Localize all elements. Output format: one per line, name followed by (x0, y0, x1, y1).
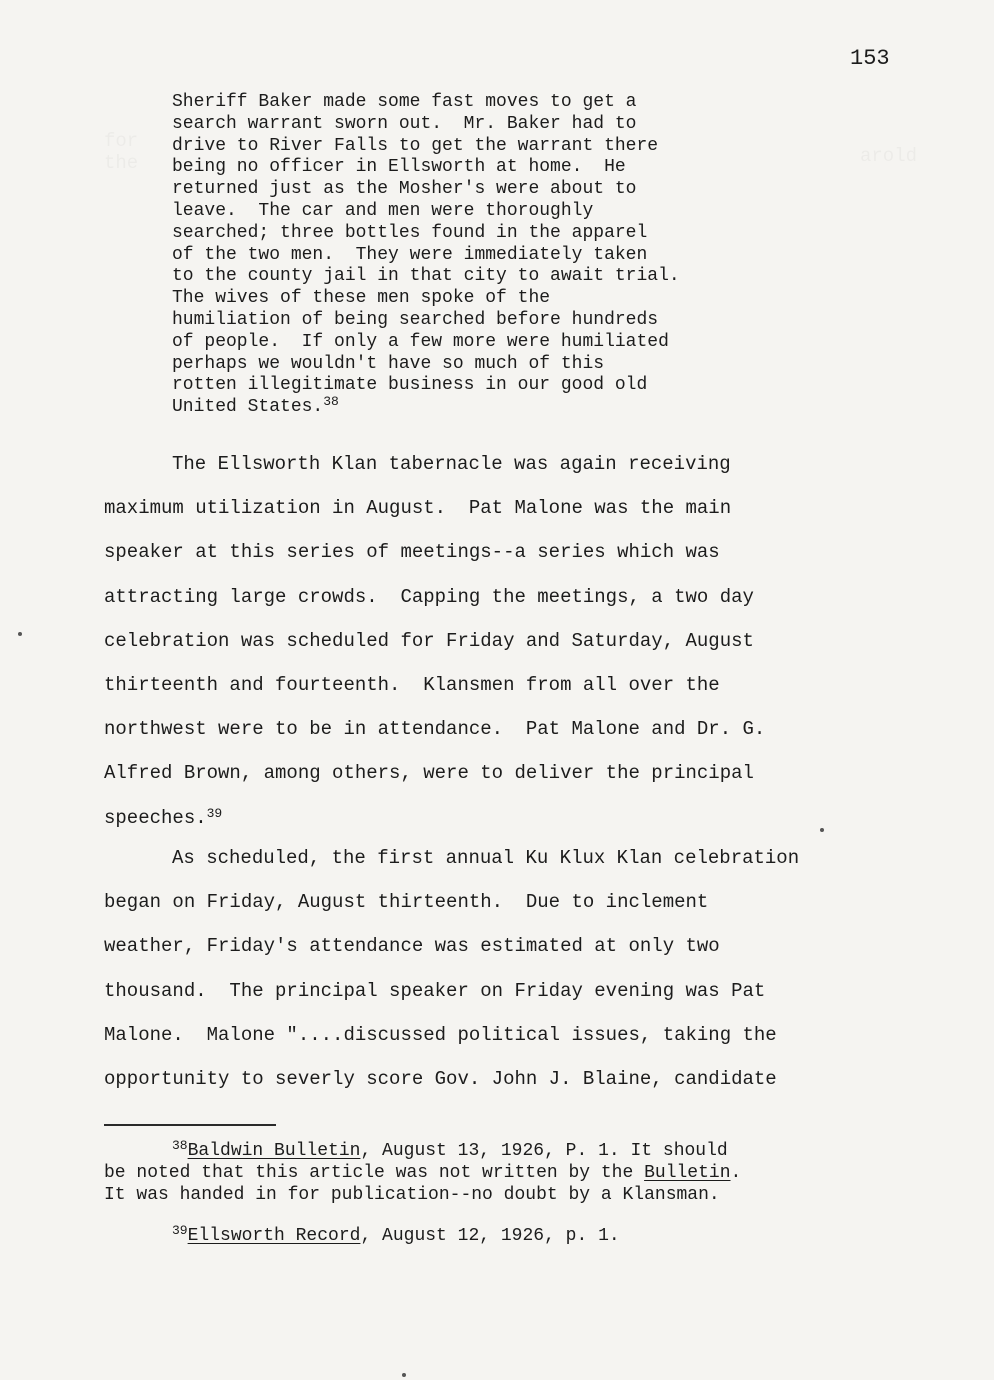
quote-line: search warrant sworn out. Mr. Baker had to (172, 113, 637, 134)
paragraph-line: Alfred Brown, among others, were to deliver the principal (104, 762, 754, 785)
paragraph-line: Malone. Malone "....discussed political issues, taking the (104, 1023, 777, 1046)
quote-line: of people. If only a few more were humiliated (172, 331, 669, 352)
footnote-marker-38: 38 (323, 394, 339, 410)
quote-line: drive to River Falls to get the warrant there (172, 135, 659, 156)
paragraph-line: weather, Friday's attendance was estimated at only two (104, 935, 720, 958)
margin-mark (402, 1373, 406, 1377)
footnote-38-bulletin: Bulletin (644, 1163, 731, 1183)
footnote-39-source: Ellsworth Record (187, 1226, 361, 1246)
paragraph-tabernacle (104, 442, 904, 840)
bleed-through-text (860, 145, 917, 167)
paragraph-line: The Ellsworth Klan tabernacle was again receiving (172, 453, 731, 475)
paragraph-celebration (104, 836, 904, 1101)
paragraph-line: As scheduled, the first annual Ku Klux Klan celebration (172, 847, 800, 869)
paragraph-line: thirteenth and fourteenth. Klansmen from all over the (104, 674, 720, 697)
paragraph-line: began on Friday, August thirteenth. Due to inclement (104, 891, 709, 914)
quote-line: of the two men. They were immediately taken (172, 244, 648, 265)
paragraph-line: thousand. The principal speaker on Friday evening was Pat (104, 979, 766, 1002)
quote-line: being no officer in Ellsworth at home. He (172, 157, 626, 178)
quote-line: Sheriff Baker made some fast moves to get a (172, 92, 637, 112)
footnote-marker-39: 39 (206, 805, 223, 821)
footnote-38-line3: It was handed in for publication--no doubt by a Klansman. (104, 1185, 720, 1205)
quote-line-last (172, 394, 812, 419)
quote-line: leave. The car and men were thoroughly (172, 200, 594, 221)
quote-last-text: United States. (172, 397, 324, 418)
paragraph-line: northwest were to be in attendance. Pat Malone and Dr. G. (104, 718, 766, 741)
quote-line: perhaps we wouldn't have so much of this (172, 353, 605, 374)
footnote-38-mark: 38 (172, 1138, 188, 1153)
footnote-38-source: Baldwin Bulletin (187, 1141, 361, 1161)
paragraph-line: celebration was scheduled for Friday and Saturday, August (104, 629, 754, 652)
paragraph-last-text: speeches. (104, 806, 207, 829)
margin-mark (18, 632, 22, 636)
margin-mark (820, 828, 824, 832)
paragraph-line: opportunity to severly score Gov. John J. Blaine, candidate (104, 1068, 777, 1091)
footnote-38-text2: be noted that this article was not written by the (104, 1163, 645, 1183)
bleed-through-text (104, 130, 138, 174)
quote-line: The wives of these men spoke of the (172, 288, 551, 309)
footnote-39-mark: 39 (172, 1223, 188, 1238)
paragraph-line: attracting large crowds. Capping the meetings, a two day (104, 585, 754, 608)
quote-line: returned just as the Mosher's were about to (172, 179, 637, 200)
paragraph-line: speaker at this series of meetings--a series which was (104, 541, 720, 564)
footnote-divider (104, 1124, 276, 1126)
paragraph-line-last (104, 796, 904, 840)
footnote-38-line2 (104, 1162, 904, 1184)
footnotes (104, 1140, 904, 1247)
quote-line: searched; three bottles found in the apparel (172, 222, 648, 243)
block-quote (172, 92, 812, 419)
quote-line: to the county jail in that city to await trial. (172, 266, 680, 287)
page-number: 153 (850, 46, 890, 71)
paragraph-line: maximum utilization in August. Pat Malone was the main (104, 497, 732, 520)
footnote-38-line1 (104, 1140, 904, 1162)
footnote-38-period: . (730, 1163, 742, 1183)
footnote-39-text: , August 12, 1926, p. 1. (360, 1226, 620, 1246)
quote-line: rotten illegitimate business in our good old (172, 375, 648, 396)
footnote-38-text: , August 13, 1926, P. 1. It should (360, 1141, 728, 1161)
quote-line: humiliation of being searched before hundreds (172, 309, 659, 330)
footnote-39 (104, 1225, 904, 1247)
